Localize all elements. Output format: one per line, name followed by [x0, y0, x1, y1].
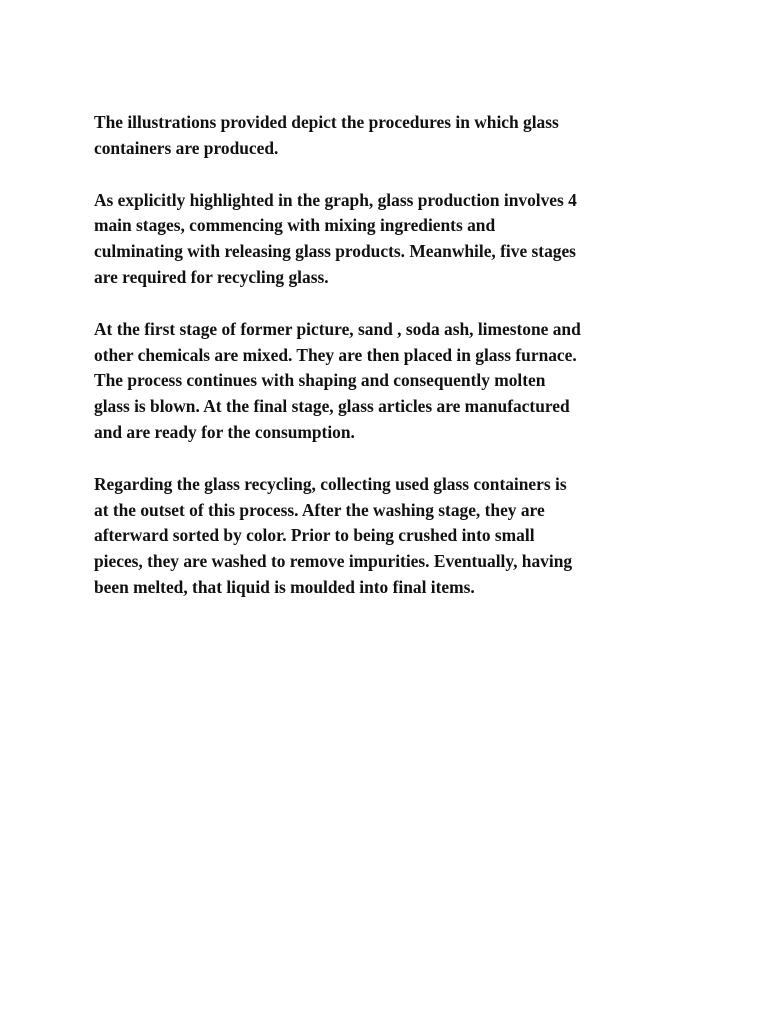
text-line: The process continues with shaping and consequently molten: [94, 370, 546, 391]
text-line: At the first stage of former picture, sand , soda ash, limestone and: [94, 318, 581, 339]
text-line: containers are produced.: [94, 137, 279, 158]
text-line: pieces, they are washed to remove impurities. Eventually, having: [94, 551, 573, 572]
text-line: are required for recycling glass.: [94, 266, 329, 287]
document-body: [94, 110, 684, 627]
text-line: and are ready for the consumption.: [94, 421, 355, 442]
paragraph-intro: [94, 110, 684, 162]
text-line: glass is blown. At the final stage, glass articles are manufactured: [94, 396, 570, 417]
text-line: Regarding the glass recycling, collecting used glass containers is: [94, 473, 567, 494]
text-line: The illustrations provided depict the procedures in which glass: [94, 112, 559, 132]
paragraph-recycling: [94, 472, 684, 601]
text-line: other chemicals are mixed. They are then placed in glass furnace.: [94, 344, 577, 365]
text-line: main stages, commencing with mixing ingredients and: [94, 215, 496, 236]
text-line: As explicitly highlighted in the graph, glass production involves 4: [94, 189, 577, 210]
paragraph-overview: [94, 188, 684, 291]
text-line: afterward sorted by color. Prior to being crushed into small: [94, 525, 535, 546]
text-line: been melted, that liquid is moulded into final items.: [94, 576, 475, 597]
text-line: at the outset of this process. After the washing stage, they are: [94, 499, 545, 520]
text-line: culminating with releasing glass products. Meanwhile, five stages: [94, 241, 576, 262]
paragraph-production: [94, 317, 684, 446]
